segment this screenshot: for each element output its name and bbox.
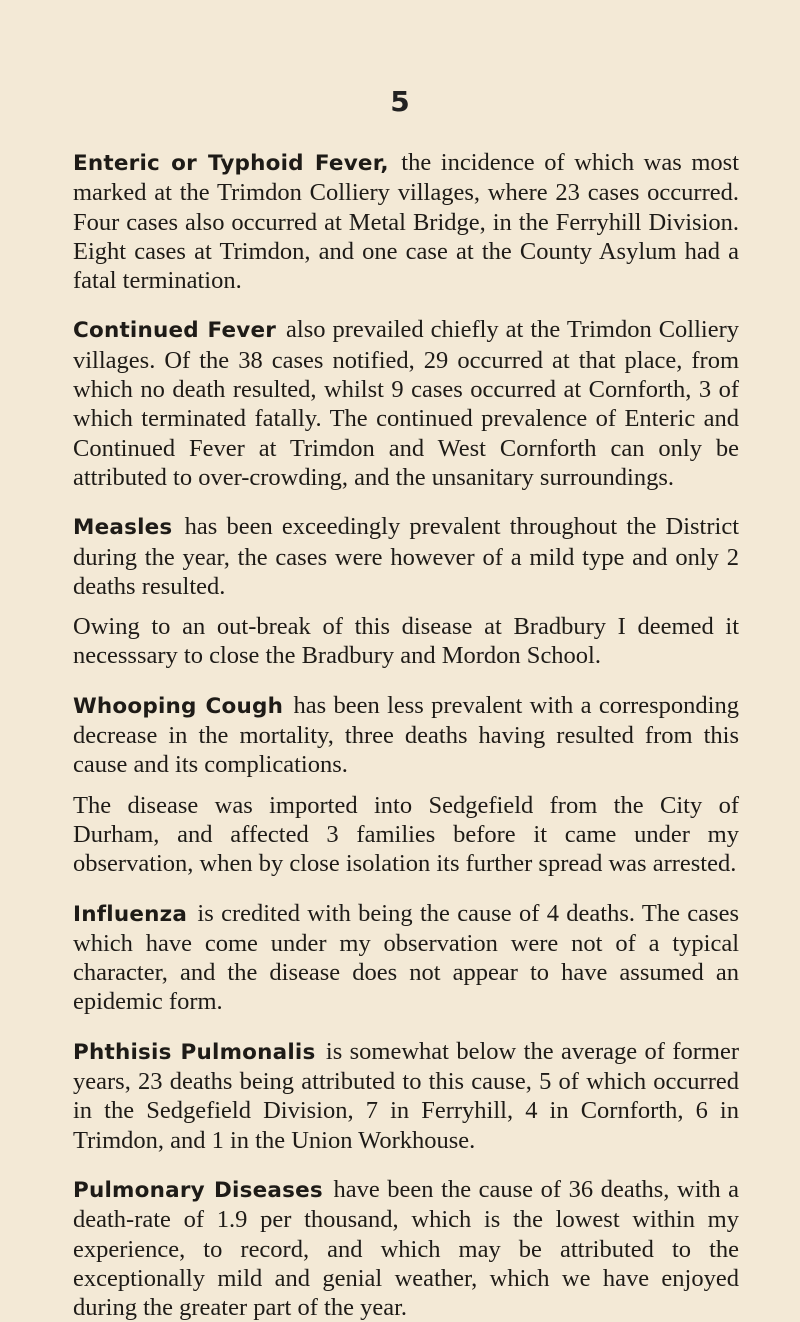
paragraph-heading: Influenza <box>73 901 188 927</box>
document-body <box>73 148 739 1322</box>
paragraph-influenza <box>73 899 739 1017</box>
paragraph-text: also prevailed chiefly at the Trimdon Colliery villages. Of the 38 cases notified, 29 occurred at that place, from which no death resulted, whilst 9 cases occurred at Cornforth, 3 of which terminated fatally. The continued prevalence of Enteric and Continued Fever at Trimdon and West Cornforth can only be attributed to over-crowding, and the unsanitary surroundings. <box>73 316 739 491</box>
paragraph-pulmonary-diseases <box>73 1175 739 1322</box>
paragraph-heading: Pulmonary Diseases <box>73 1177 323 1203</box>
paragraph-whooping-cough <box>73 691 739 780</box>
paragraph-enteric-fever <box>73 148 739 295</box>
paragraph-heading: Phthisis Pulmonalis <box>73 1039 316 1065</box>
paragraph-phthisis-pulmonalis <box>73 1037 739 1155</box>
paragraph-text: Owing to an out-break of this disease at Bradbury I deemed it necesssary to close the Bradbury and Mordon School. <box>73 613 739 670</box>
paragraph-measles <box>73 512 739 601</box>
paragraph-text: is somewhat below the average of former years, 23 deaths being attributed to this cause, 5 of which occurred in the Sedgefield Division, 7 in Ferryhill, 4 in Cornforth, 6 in Trimdon, and 1 in the Union Workhouse. <box>73 1037 739 1154</box>
paragraph-heading: Whooping Cough <box>73 693 284 719</box>
paragraph-text: has been less prevalent with a corresponding decrease in the mortality, three deaths having resulted from this cause and its complications. <box>73 691 739 779</box>
paragraph-measles-outbreak <box>73 612 739 671</box>
page-number: 5 <box>390 85 410 118</box>
paragraph-heading: Measles <box>73 515 173 541</box>
paragraph-text: is credited with being the cause of 4 deaths. The cases which have come under my observation were not of a typical character, and the disease does not appear to have assumed an epidemic form. <box>73 899 740 1016</box>
paragraph-heading: Continued Fever <box>73 318 277 344</box>
paragraph-whooping-cough-import <box>73 791 739 879</box>
paragraph-text: has been exceedingly prevalent throughout the District during the year, the cases were however of a mild type and only 2 deaths resulted. <box>73 513 739 600</box>
paragraph-text: The disease was imported into Sedgefield from the City of Durham, and affected 3 families before it came under my observation, when by close isolation its further spread was arrested. <box>73 791 739 878</box>
paragraph-text: the incidence of which was most marked at the Trimdon Colliery villages, where 23 cases occurred. Four cases also occurred at Metal Bridge, in the Ferryhill Division. Eight cases at Trimdon, and one case at the County Asylum had a fatal termination. <box>73 149 739 295</box>
paragraph-text: have been the cause of 36 deaths, with a death-rate of 1.9 per thousand, which is the lowest within my experience, to record, and which may be attributed to the exceptionally mild and genial weather, which we have enjoyed during the greater part of the year. <box>73 1175 740 1322</box>
paragraph-continued-fever <box>73 315 739 492</box>
paragraph-heading: Enteric or Typhoid Fever, <box>73 151 389 176</box>
